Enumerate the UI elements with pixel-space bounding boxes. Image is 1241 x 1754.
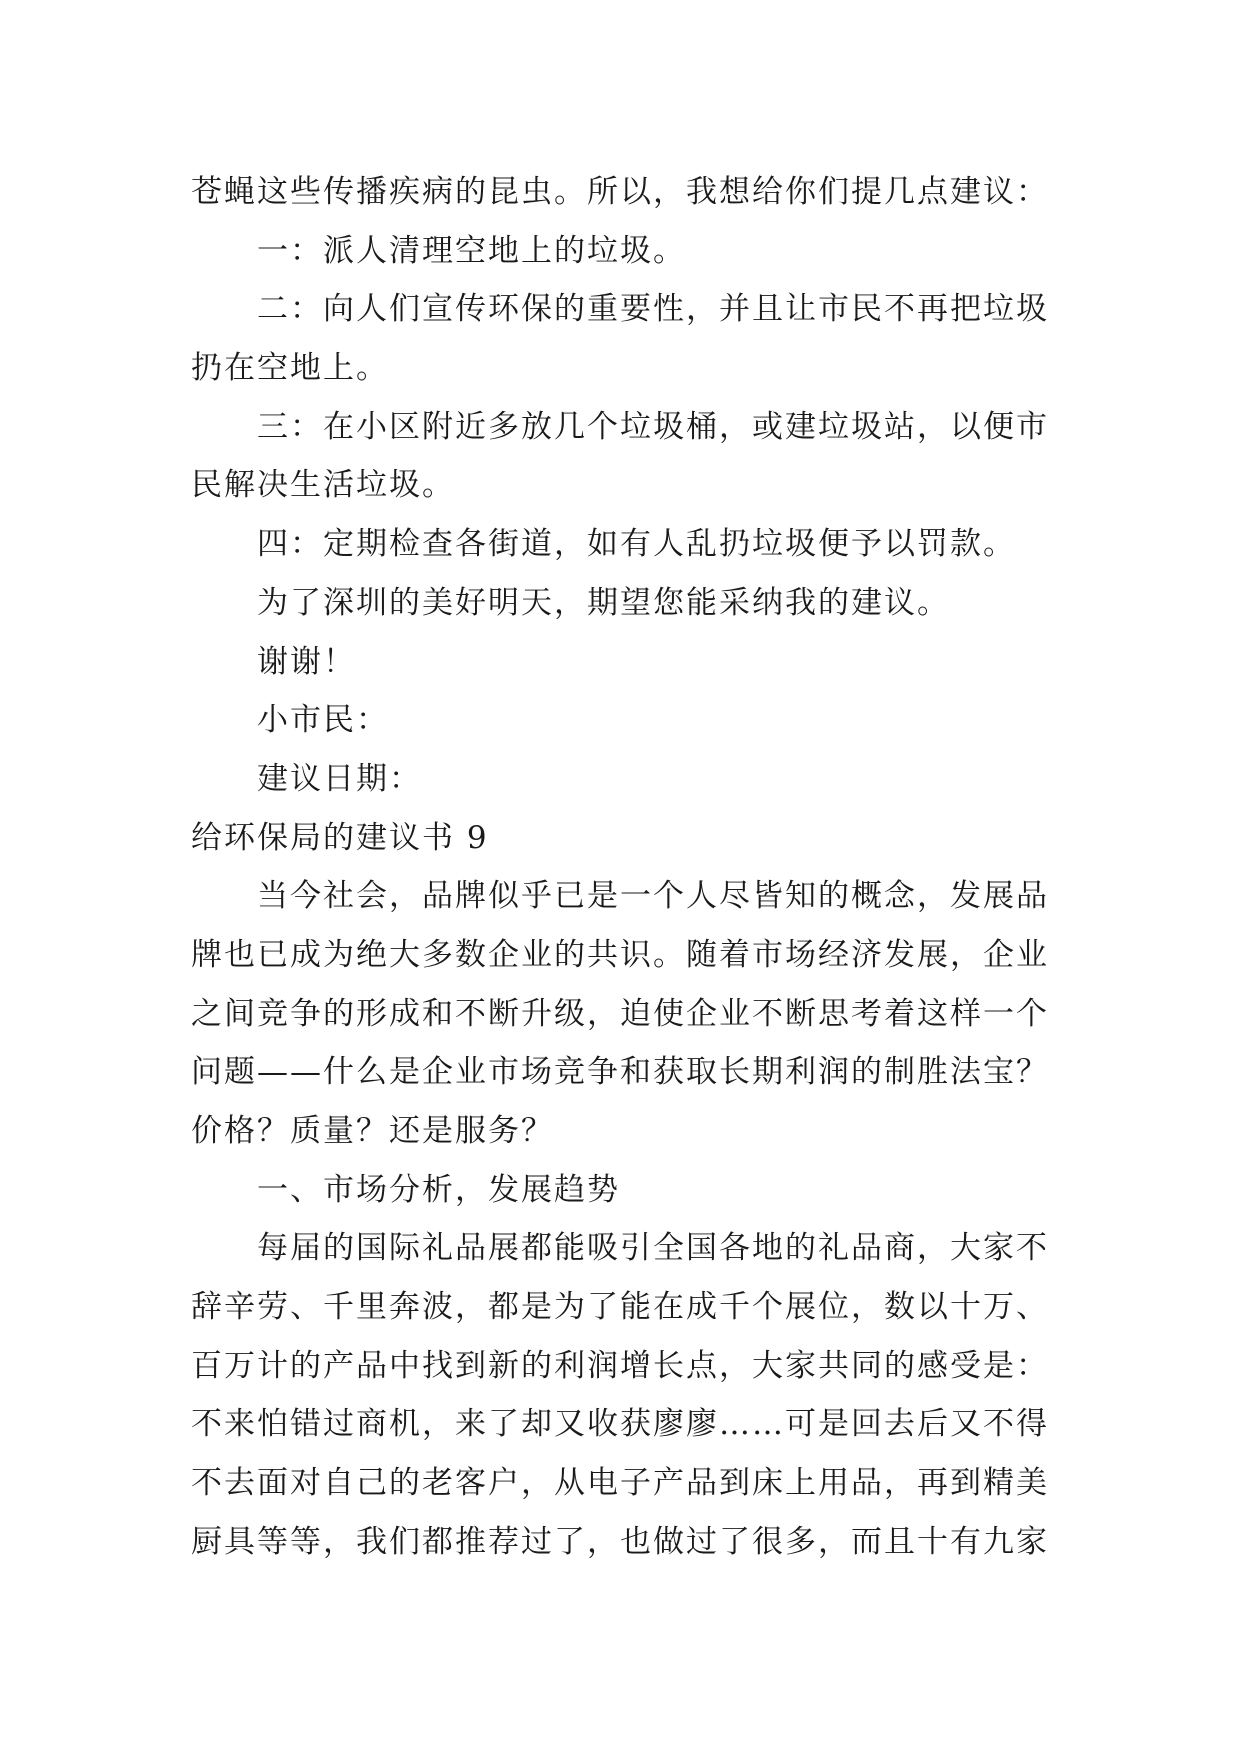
paragraph-line: 苍蝇这些传播疾病的昆虫。所以，我想给你们提几点建议： <box>191 174 1049 210</box>
date-line: 建议日期： <box>257 760 422 797</box>
paragraph-line: 每届的国际礼品展都能吸引全国各地的礼品商，大家不 <box>257 1230 1049 1267</box>
paragraph-line: 之间竞争的形成和不断升级，迫使企业不断思考着这样一个 <box>191 995 1049 1032</box>
paragraph-line: 二：向人们宣传环保的重要性，并且让市民不再把垃圾 <box>257 291 1049 328</box>
paragraph-line: 价格？质量？还是服务？ <box>191 1113 554 1149</box>
section-heading: 给环保局的建议书 9 <box>191 819 489 856</box>
paragraph-line: 不来怕错过商机，来了却又收获廖廖……可是回去后又不得 <box>191 1406 1049 1443</box>
paragraph-line: 一：派人清理空地上的垃圾。 <box>257 232 686 269</box>
paragraph-line: 三：在小区附近多放几个垃圾桶，或建垃圾站，以便市 <box>257 408 1049 445</box>
paragraph-line: 厨具等等，我们都推荐过了，也做过了很多，而且十有九家 <box>191 1523 1049 1560</box>
paragraph-line: 百万计的产品中找到新的利润增长点，大家共同的感受是： <box>191 1347 1049 1384</box>
document-body <box>191 163 1071 1572</box>
paragraph-line: 辞辛劳、千里奔波，都是为了能在成千个展位，数以十万、 <box>191 1289 1049 1326</box>
paragraph-line: 问题——什么是企业市场竞争和获取长期利润的制胜法宝？ <box>191 1054 1049 1091</box>
paragraph-line: 四：定期检查各街道，如有人乱扔垃圾便予以罚款。 <box>257 526 1016 563</box>
paragraph-line: 民解决生活垃圾。 <box>191 467 455 504</box>
signature-line: 小市民： <box>257 702 389 739</box>
paragraph-line: 谢谢！ <box>257 643 356 680</box>
paragraph-line: 为了深圳的美好明天，期望您能采纳我的建议。 <box>257 584 950 621</box>
paragraph-line: 当今社会，品牌似乎已是一个人尽皆知的概念，发展品 <box>257 878 1049 915</box>
paragraph-line: 牌也已成为绝大多数企业的共识。随着市场经济发展，企业 <box>191 936 1049 973</box>
subsection-heading: 一、市场分析，发展趋势 <box>257 1171 620 1208</box>
paragraph-line: 扔在空地上。 <box>191 350 389 387</box>
paragraph-line: 不去面对自己的老客户，从电子产品到床上用品，再到精美 <box>191 1465 1049 1502</box>
